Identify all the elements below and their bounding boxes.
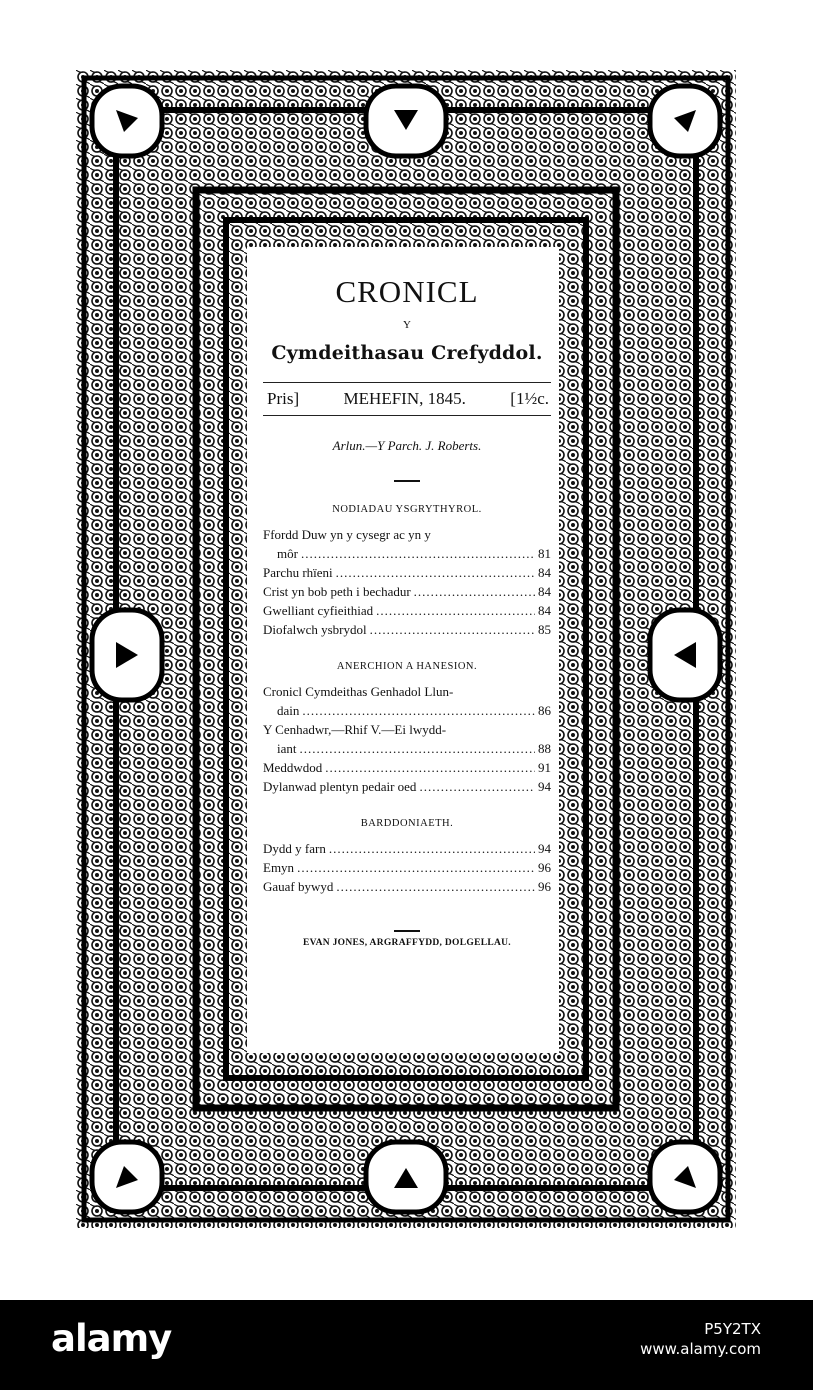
footer-bar [0, 1300, 813, 1390]
image-credit [640, 1319, 761, 1359]
section-heading: NODIADAU YSGRYTHYROL. [332, 504, 482, 515]
price-value: [1½c. [510, 389, 549, 408]
toc-entry: dain ..... 86 [263, 701, 551, 720]
toc-entry-line1: Y Cenhadwr,—Rhif V.—Ei lwydd- [263, 722, 447, 737]
toc-entry-line1: Cronicl Cymdeithas Genhadol Llun- [263, 684, 454, 699]
toc-entry: Crist yn bob peth i bechadur ..... 84 [263, 582, 551, 601]
toc-entry: Gauaf bywyd ..... 96 [263, 877, 551, 896]
page-title: CRONICL [335, 274, 479, 309]
toc-entry: iant ..... 88 [263, 739, 551, 758]
divider [394, 930, 420, 932]
divider [394, 480, 420, 482]
issue-date: MEHEFIN, 1845. [343, 389, 466, 408]
toc-entry: Emyn ..... 96 [263, 858, 551, 877]
toc-entry: Diofalwch ysbrydol ..... 85 [263, 620, 551, 639]
rule-bottom [263, 415, 551, 416]
toc-entry: Dylanwad plentyn pedair oed ..... 94 [263, 777, 551, 796]
site-url: www.alamy.com [640, 1340, 761, 1358]
price-line [263, 383, 551, 415]
printer-imprint: EVAN JONES, ARGRAFFYDD, DOLGELLAU. [303, 938, 511, 948]
toc-entry: Parchu rhïeni ..... 84 [263, 563, 551, 582]
title-panel [247, 247, 559, 1053]
toc-entry: Gwelliant cyfieithiad ..... 84 [263, 601, 551, 620]
toc-entry: môr ..... 81 [263, 544, 551, 563]
society-title: Cymdeithasau Crefyddol. [271, 342, 543, 364]
toc-entry: Meddwdod ..... 91 [263, 758, 551, 777]
alamy-logo: alamy [51, 1317, 172, 1360]
section-heading: BARDDONIAETH. [360, 818, 454, 829]
toc-entry: Dydd y farn ..... 94 [263, 839, 551, 858]
toc-entry-line1: Ffordd Duw yn y cysegr ac yn y [263, 527, 431, 542]
section-heading: ANERCHION A HANESION. [336, 661, 478, 672]
subtitle-y: Y [403, 319, 411, 331]
artist-credit: Arlun.—Y Parch. J. Roberts. [332, 438, 482, 453]
price-label: Pris] [267, 389, 300, 408]
image-id: P5Y2TX [704, 1320, 761, 1338]
